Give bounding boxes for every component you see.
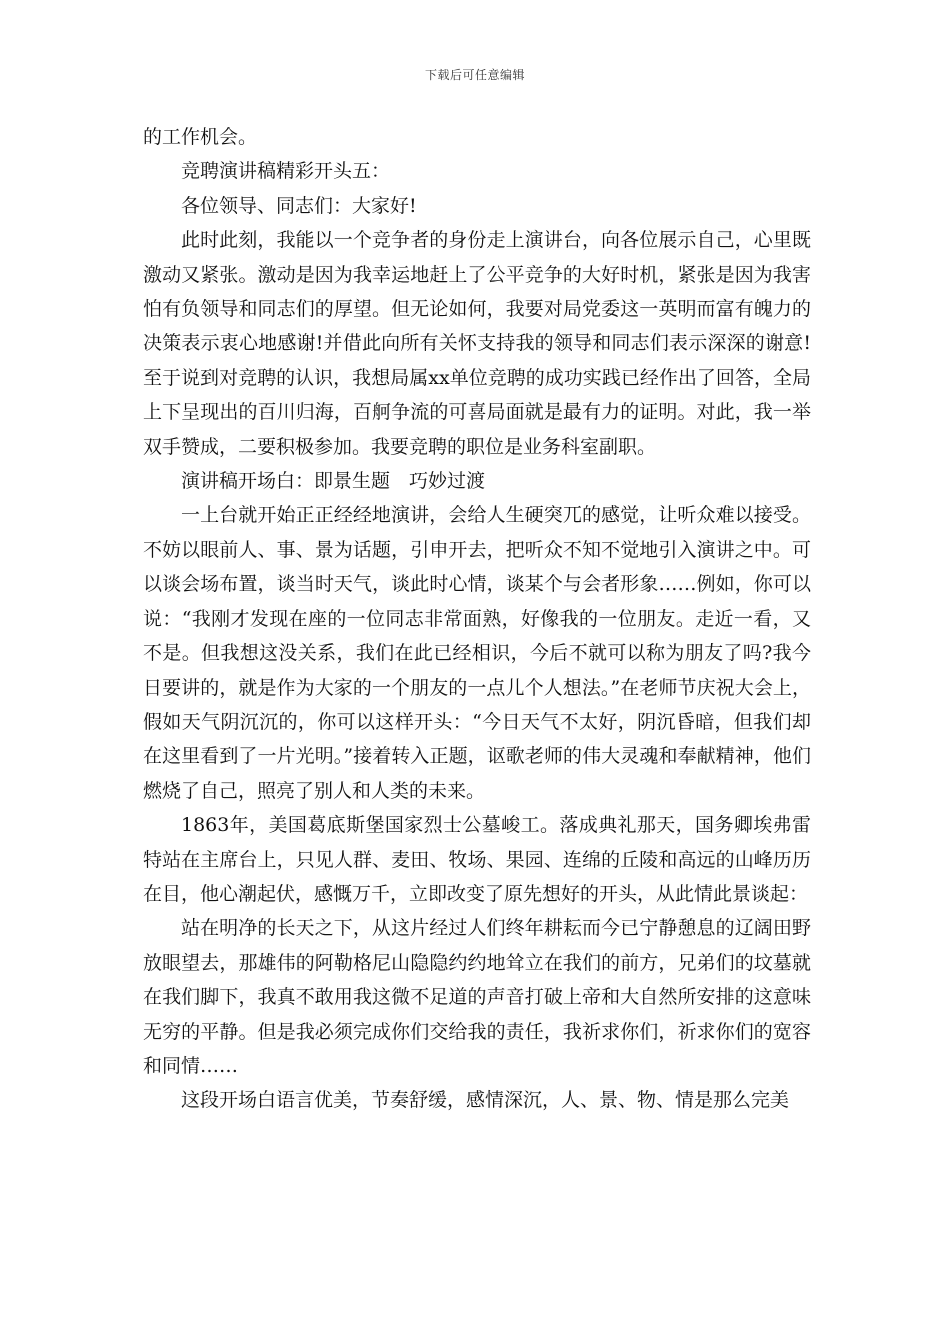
paragraph: 1863年，美国葛底斯堡国家烈士公墓峻工。落成典礼那天，国务卿埃弗雷特站在主席台上，只见人群、麦田、牧场、果园、连绵的丘陵和高远的山峰历历在目，他心潮起伏，感慨万千，立即改变了原先想好的开头，从此情此景谈起：: [143, 814, 811, 905]
paragraph-heading: 竞聘演讲稿精彩开头五：: [181, 160, 391, 183]
page-header: 下载后可任意编辑: [424, 68, 525, 82]
paragraph: 此时此刻，我能以一个竞争者的身份走上演讲台，向各位展示自己，心里既激动又紧张。激动是因为我幸运地赶上了公平竞争的大好时机，紧张是因为我害怕有负领导和同志们的厚望。但无论如何，我要对局党委这一英明而富有魄力的决策表示衷心地感谢!并借此向所有关怀支持我的领导和同志们表示深深的谢意!至于说到对竞聘的认识，我想局属xx单位竞聘的成功实践已经作出了回答，全局上下呈现出的百川归海，百舸争流的可喜局面就是最有力的证明。对此，我一举双手赞成，二要积极参加。我要竞聘的职位是业务科室副职。: [143, 229, 811, 458]
document-body: [143, 120, 811, 1118]
paragraph-heading: 演讲稿开场白：即景生题 巧妙过渡: [181, 470, 486, 493]
paragraph: 的工作机会。: [143, 126, 258, 148]
paragraph-greeting: 各位领导、同志们：大家好!: [181, 194, 417, 217]
paragraph-quote: 站在明净的长天之下，从这片经过人们终年耕耘而今已宁静憩息的辽阔田野放眼望去，那雄伟的阿勒格尼山隐隐约约地耸立在我们的前方，兄弟们的坟墓就在我们脚下，我真不敢用我这微不足道的声音打破上帝和大自然所安排的这意味无穷的平静。但是我必须完成你们交给我的责任，我祈求你们，祈求你们的宽容和同情……: [143, 917, 811, 1077]
paragraph: 这段开场白语言优美，节奏舒缓，感情深沉，人、景、物、情是那么完美: [181, 1089, 790, 1112]
paragraph: 一上台就开始正正经经地演讲，会给人生硬突兀的感觉，让听众难以接受。不妨以眼前人、事、景为话题，引申开去，把听众不知不觉地引入演讲之中。可以谈会场布置，谈当时天气，谈此时心情，谈某个与会者形象……例如，你可以说：“我刚才发现在座的一位同志非常面熟，好像我的一位朋友。走近一看，又不是。但我想这没关系，我们在此已经相识，今后不就可以称为朋友了吗?我今日要讲的，就是作为大家的一个朋友的一点儿个人想法。”在老师节庆祝大会上，假如天气阴沉沉的，你可以这样开头：“今日天气不太好，阴沉昏暗，但我们却在这里看到了一片光明。”接着转入正题，讴歌老师的伟大灵魂和奉献精神，他们燃烧了自己，照亮了别人和人类的未来。: [143, 504, 811, 802]
